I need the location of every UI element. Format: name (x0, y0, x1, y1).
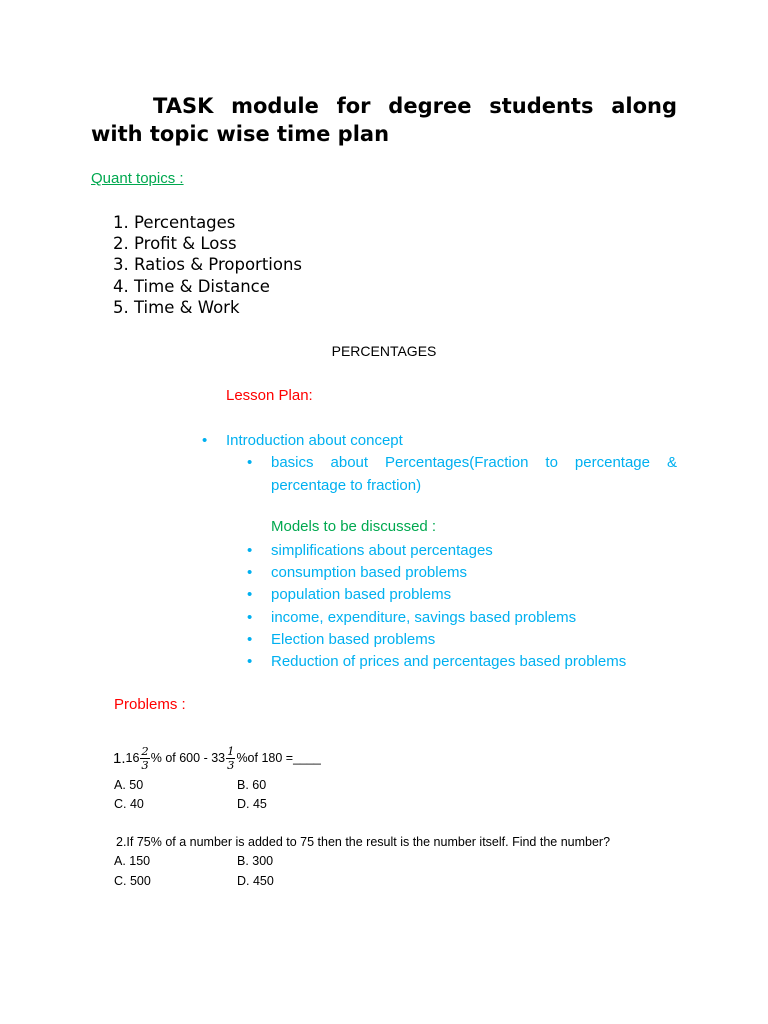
question-1-text-end: %of 180 =____ (236, 751, 321, 765)
intro-bullet-text: Introduction about concept (226, 432, 403, 449)
model-list (247, 540, 627, 673)
model-item (247, 562, 626, 584)
bullet-icon: • (247, 630, 253, 648)
fraction-denominator: 3 (227, 757, 235, 772)
model-item (247, 607, 626, 629)
fraction-numerator: 2 (141, 743, 149, 758)
q2-option-d: D. 450 (237, 874, 274, 888)
question-1-text-mid: % of 600 - 33 (150, 751, 226, 765)
question-1-whole1: 16 (125, 751, 140, 765)
basics-bullet-text: basics about Percentages(Fraction to percentage & percentage to fraction) (271, 454, 677, 494)
problems-heading: Problems : (114, 696, 186, 713)
model-item-text: Election based problems (271, 630, 436, 648)
bullet-icon: • (247, 653, 253, 671)
models-heading: Models to be discussed : (271, 518, 437, 535)
q1-option-d: D. 45 (237, 797, 267, 811)
q1-option-b: B. 60 (237, 778, 267, 792)
fraction-denominator: 3 (141, 757, 149, 772)
bullet-icon: • (247, 564, 253, 582)
model-item-text: population based problems (271, 586, 452, 604)
model-item (247, 584, 626, 606)
model-item-text: consumption based problems (271, 564, 467, 582)
model-item-text: Reduction of prices and percentages based problems (271, 653, 627, 671)
q2-option-c: C. 500 (114, 874, 151, 888)
intro-bullet (202, 430, 403, 452)
bullet-icon: • (247, 586, 253, 604)
bullet-icon: • (202, 432, 208, 449)
topic-item: 3. Ratios & Proportions (113, 255, 303, 275)
q2-option-b: B. 300 (237, 854, 274, 868)
quant-topics-heading: Quant topics : (91, 170, 184, 187)
bullet-icon: • (247, 608, 253, 626)
q2-option-a: A. 150 (114, 854, 151, 868)
fraction-numerator: 1 (227, 743, 235, 758)
model-item (247, 651, 627, 673)
model-item-text: simplifications about percentages (271, 542, 493, 559)
model-item (247, 540, 626, 562)
question-1 (113, 738, 321, 778)
question-2: 2.If 75% of a number is added to 75 then the result is the number itself. Find the number? (116, 835, 611, 849)
topic-item: 4. Time & Distance (113, 276, 270, 296)
fraction-two-thirds (140, 745, 149, 772)
lesson-plan-label: Lesson Plan: (226, 387, 313, 404)
basics-bullet (247, 452, 677, 497)
model-item (247, 629, 626, 651)
bullet-icon: • (247, 454, 253, 471)
section-title: PERCENTAGES (331, 343, 437, 359)
bullet-icon: • (247, 542, 253, 559)
model-item-text: income, expenditure, savings based problems (271, 608, 577, 626)
topic-item: 5. Time & Work (113, 297, 240, 317)
q1-option-a: A. 50 (114, 778, 144, 792)
topic-item: 1. Percentages (113, 213, 236, 232)
q1-option-c: C. 40 (114, 797, 144, 811)
topic-list (113, 212, 302, 318)
topic-item: 2. Profit & Loss (113, 234, 237, 254)
question-1-number: 1. (113, 749, 126, 767)
fraction-one-third (226, 745, 235, 772)
document-title: TASK module for degree students along with topic wise time plan (91, 94, 677, 146)
